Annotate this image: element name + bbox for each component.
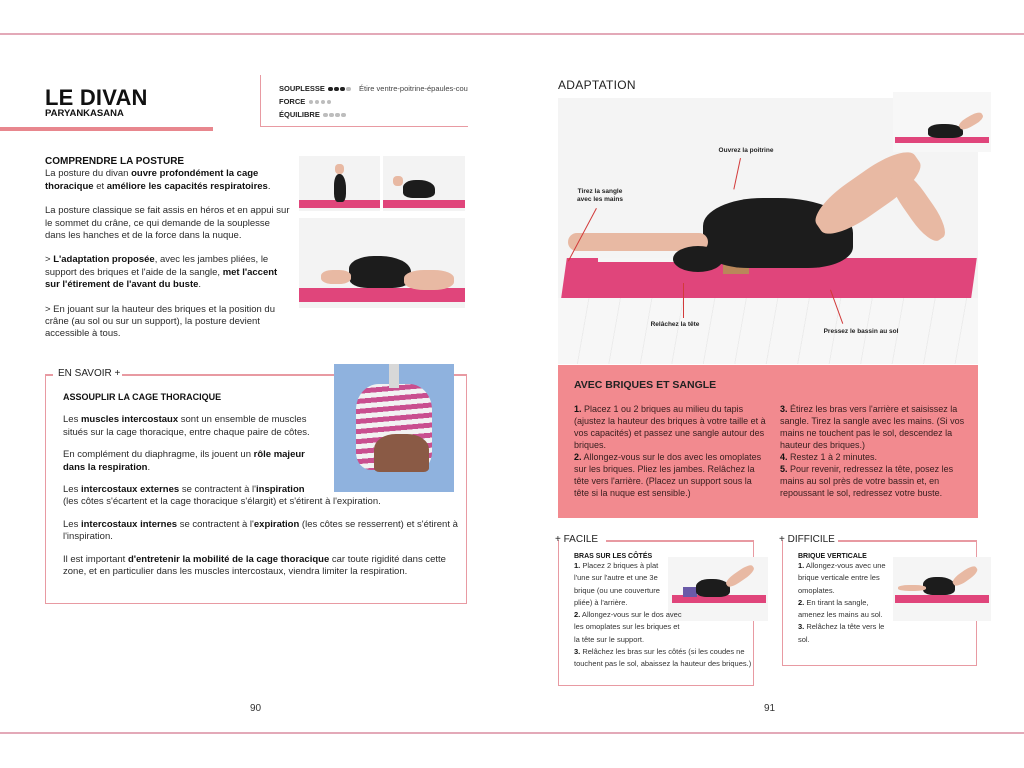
page-number-right: 91: [764, 703, 776, 714]
rating-dots: [327, 84, 351, 93]
facile-content: [574, 553, 764, 671]
instructions-col-1: [574, 403, 769, 499]
instructions-heading: AVEC BRIQUES ET SANGLE: [574, 379, 717, 391]
en-savoir-content: [63, 391, 463, 578]
instructions-col-2: [780, 403, 975, 499]
difficulty-row-souplesse: SOUPLESSE Étire ventre-poitrine-épaules-cou: [279, 84, 468, 93]
annotation-tirez: Tirez la sangle avec les mains: [577, 188, 623, 203]
comprendre-p3: > L'adaptation proposée, avec les jambes pliées, le support des briques et l'aide de la sangle, met l'accent sur l'étirement de l'avant du buste.: [45, 254, 278, 291]
step-5: 5. Pour revenir, redressez la tête, posez les mains au sol près de votre bassin et, en repoussant le sol, redressez votre buste.: [780, 464, 954, 498]
difficile-content: [798, 553, 888, 646]
adaptation-label: ADAPTATION: [558, 78, 636, 92]
difficulty-row-force: FORCE: [279, 97, 331, 106]
step-1: 1. Placez 1 ou 2 briques au milieu du tapis (ajustez la hauteur des briques à votre taille et à vos capacités) et passez une sangle autour des briques.: [574, 404, 766, 450]
facile-step-1: 1. Placez 2 briques à plat l'une sur l'autre et une 3e brique (ou une couverture pliée) à l'arrière.: [574, 561, 660, 607]
savoir-p1: Les muscles intercostaux sont un ensemble de muscles situés sur la cage thoracique, entre chaque paire de côtes.: [63, 414, 310, 438]
facile-step-2: 2. Allongez-vous sur le dos avec les omoplates sur les briques et la tête sur le support.: [574, 610, 682, 644]
comprendre-p2: La posture classique se fait assis en héros et en appui sur le sommet du crâne, ce qui demande de la souplesse dans les hanches et de la force dans la nuque.: [45, 205, 290, 242]
photo-adaptation-thumb: [893, 92, 991, 152]
savoir-p3: Les intercostaux externes se contractent à l'inspiration (les côtes s'écartent et la cage thoracique s'élargit) et s'étirent à l'expiration.: [63, 484, 381, 508]
savoir-p5: Il est important d'entretenir la mobilité de la cage thoracique car toute rigidité dans cette zone, et en particulier dans les muscles intercostaux, viendra limiter la respiration.: [63, 553, 446, 578]
instructions-box: [558, 365, 978, 518]
difficile-step-3: 3. Relâchez la tête vers le sol.: [798, 622, 885, 644]
page-subtitle: PARYANKASANA: [45, 108, 124, 119]
page-title: LE DIVAN: [45, 85, 148, 110]
comprendre-p1: La posture du divan ouvre profondément la cage thoracique et améliore les capacités respiratoires.: [45, 168, 271, 192]
savoir-heading: ASSOUPLIR LA CAGE THORACIQUE: [63, 392, 222, 402]
rating-dots: [322, 110, 346, 119]
facile-heading: BRAS SUR LES CÔTÉS: [574, 553, 653, 560]
step-3: 3. Étirez les bras vers l'arrière et saisissez la sangle. Tirez la sangle avec les mains. (Si vos mains ne touchent pas le sol, descendez la hauteur des briques.): [780, 404, 965, 450]
comprendre-heading: COMPRENDRE LA POSTURE: [45, 156, 185, 167]
step-4: 4. Restez 1 à 2 minutes.: [780, 452, 878, 462]
savoir-p2: En complément du diaphragme, ils jouent un rôle majeur dans la respiration.: [63, 449, 305, 473]
facile-step-3: 3. Relâchez les bras sur les côtés (si les coudes ne touchent pas le sol, abaissez la hauteur des briques.): [574, 647, 752, 669]
step-2: 2. Allongez-vous sur le dos avec les omoplates sur les briques. Pliez les jambes. Relâchez la tête vers l'arrière. (Placez un support sous la tête si la nuque est sensible.): [574, 452, 762, 498]
savoir-p4: Les intercostaux internes se contractent à l'expiration (les côtes se resserrent) et s'étirent à l'inspiration.: [63, 518, 458, 543]
annotation-ouvrez: Ouvrez la poitrine: [718, 147, 774, 154]
comprendre-p4: > En jouant sur la hauteur des briques et la position du crâne (au sol ou sur un support), la posture devient accessible à tous.: [45, 303, 275, 340]
facile-label: + FACILE: [555, 534, 599, 545]
rating-dots: [307, 97, 331, 106]
difficile-label: + DIFFICILE: [779, 534, 835, 545]
photo-hero-arch: [383, 156, 465, 211]
page-number-left: 90: [250, 703, 262, 714]
bottom-rule: [0, 732, 1024, 734]
annotation-relachez: Relâchez la tête: [650, 321, 700, 328]
top-rule: [0, 33, 1024, 35]
difficulty-box: [260, 75, 468, 127]
annotation-pressez: Pressez le bassin au sol: [823, 328, 899, 335]
photo-full-pose: [299, 218, 465, 308]
difficulty-note: Étire ventre-poitrine-épaules-cou: [359, 84, 468, 93]
difficile-step-1: 1. Allongez-vous avec une brique verticale entre les omoplates.: [798, 561, 886, 595]
difficulty-row-equilibre: ÉQUILIBRE: [279, 110, 346, 119]
en-savoir-label: EN SAVOIR +: [58, 368, 121, 379]
comprendre-section: [45, 156, 293, 341]
title-underline: [0, 127, 213, 131]
photo-hero-seated: [299, 156, 380, 211]
difficile-heading: BRIQUE VERTICALE: [798, 553, 867, 560]
photo-difficile: [893, 557, 991, 621]
difficile-step-2: 2. En tirant la sangle, amenez les mains au sol.: [798, 597, 883, 620]
